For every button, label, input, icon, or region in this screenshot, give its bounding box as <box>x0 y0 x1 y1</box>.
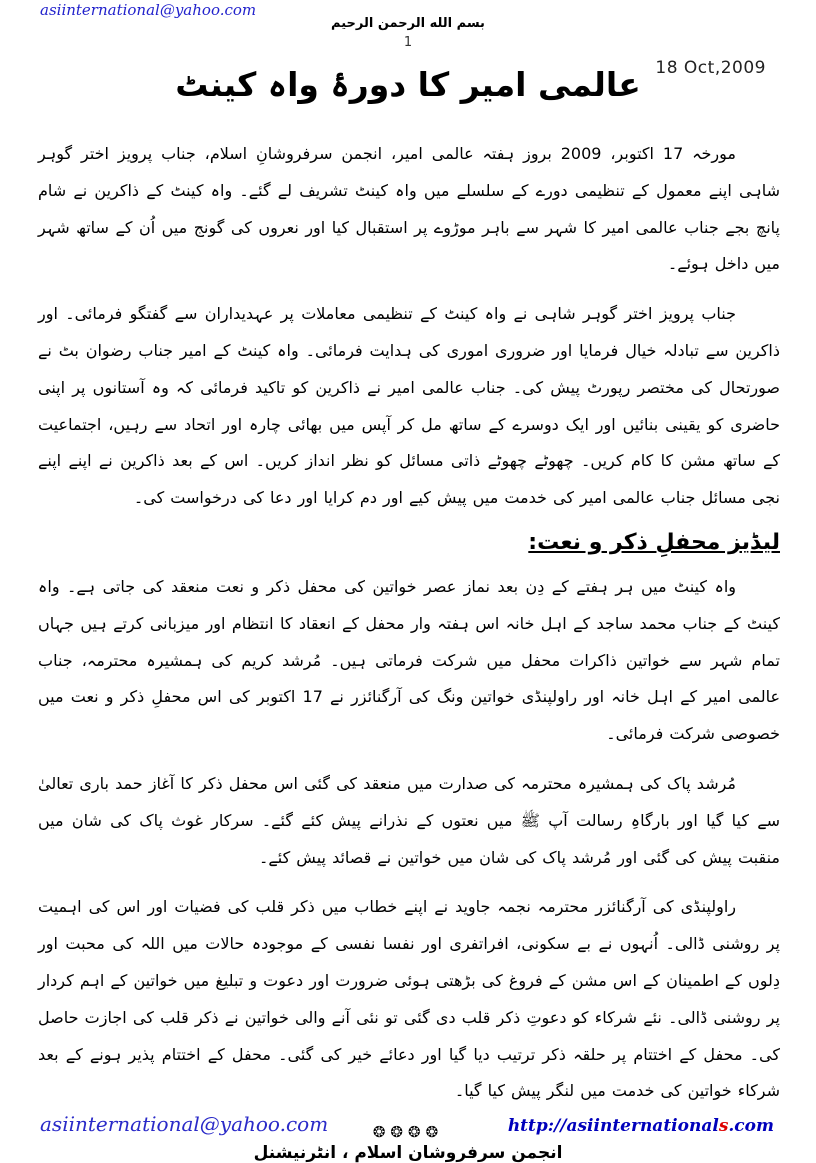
bismillah-text: بسم الله الرحمن الرحيم <box>331 16 485 31</box>
footer-email-link[interactable]: asiinternational@yahoo.com <box>40 1112 329 1136</box>
footer-url-prefix: http://asiinternational <box>507 1116 719 1136</box>
footer-url-suffix: .com <box>728 1116 774 1136</box>
paragraph-meeting-details: جناب پرویز اختر گوہر شاہی نے واہ کینٹ کے تنظیمی معاملات پر عہدیداران سے گفتگو فرمائی۔ اور ذاکرین سے تبادلہ خیال فرمایا اور ضروری اموری کی ہدایت فرمائی۔ واہ کینٹ کے امیر جناب رضوان بٹ نے صورتحال کی مختصر رپورٹ پیش کی۔ جناب عالمی امیر نے ذاکرین کو تاکید فرمائی کہ وہ آستانوں پر اپنی حاضری کو یقینی بنائیں اور ایک دوسرے کے ساتھ مل کر آپس میں بھائی چارہ اور اتحاد سے رہیں، اجتماعیت کے ساتھ مشن کا کام کریں۔ چھوٹے چھوٹے ذاتی مسائل کو نظر انداز کریں۔ اس کے بعد ذاکرین نے اپنے اپنے نجی مسائل جناب عالمی امیر کی خدمت میں پیش کیے اور دم کرایا اور دعا کی درخواست کی۔ <box>38 304 780 508</box>
footer-url-highlight: s <box>718 1116 729 1136</box>
header-email-link[interactable]: asiinternational@yahoo.com <box>40 1 257 19</box>
section-heading-ladies-mehfil: لیڈیز محفلِ ذکر و نعت: <box>528 529 780 555</box>
footer-website-link[interactable] <box>508 1116 774 1136</box>
page-header <box>0 0 816 132</box>
paragraph-mehfil-proceedings: مُرشد پاک کی ہمشیرہ محترمہ کی صدارت میں منعقد کی گئی اس محفل ذکر کا آغاز حمد باری تعالیٰ سے کیا گیا اور بارگاہِ رسالت آپ ﷺ میں نعتوں کے نذرانے پیش کئے گئے۔ سرکار غوث پاک کی شان میں منقبت پیش کی گئی اور مُرشد پاک کی شان میں خواتین نے قصائد پیش کئے۔ <box>38 773 780 867</box>
paragraph-organizer-speech: راولپنڈی کی آرگنائزر محترمہ نجمہ جاوید نے اپنے خطاب میں ذکر قلب کی فضیات اور اس کی اہمیت پر روشنی ڈالی۔ اُنہوں نے بے سکونی، افراتفری اور نفسا نفسی کے موجودہ حالات میں اللہ کی محبت اور دِلوں کے اطمینان کے اس مشن کے فروغ کی بڑھتی ہوئی ضرورت اور دعوت و تبلیغ میں خواتین کے اہم کردار پر روشنی ڈالی۔ نئے شرکاء کو دعوتِ ذکر قلب دی گئی تو نئی آنے والی خواتین نے ذکر قلب کی اجازت حاصل کی۔ محفل کے اختتام پر حلقہ ذکر ترتیب دیا گیا اور دعائے خیر کی گئی۔ محفل کے اختتام پذیر ہونے کے بعد شرکاء خواتین کی خدمت میں لنگر پیش کیا گیا۔ <box>38 897 780 1101</box>
page-footer <box>0 1112 816 1136</box>
document-title: عالمی امیر کا دورۂ واہ کینٹ <box>175 65 641 104</box>
organization-name: انجمن سرفروشان اسلام ، انٹرنیشنل <box>253 1143 563 1163</box>
article-body <box>0 132 816 1110</box>
page-number: 1 <box>403 35 413 50</box>
document-date: 18 Oct,2009 <box>655 58 766 78</box>
ornament-rosettes-icon: ❂❂❂❂ <box>372 1123 444 1142</box>
paragraph-visit-intro: مورخہ 17 اکتوبر، 2009 بروز ہفتہ عالمی امیر، انجمن سرفروشانِ اسلام، جناب پرویز اختر گوہر شاہی اپنے معمول کے تنظیمی دورے کے سلسلے میں واہ کینٹ تشریف لے گئے۔ واہ کینٹ کے ذاکرین نے شام پانچ بجے جناب عالمی امیر کا شہر سے باہر موڑوے پر استقبال کیا اور نعروں کی گونج میں اُن کے ساتھ شہر میں داخل ہوئے۔ <box>38 144 780 274</box>
paragraph-mehfil-intro: واہ کینٹ میں ہر ہفتے کے دِن بعد نماز عصر خواتین کی محفل ذکر و نعت منعقد کی جاتی ہے۔ واہ کینٹ کے جناب محمد ساجد کے اہل خانہ اس ہفتہ وار محفل کے انعقاد کا انتظام اور میزبانی کرتے ہیں جہاں تمام شہر سے خواتین ذاکرات محفل میں شرکت فرماتی ہیں۔ مُرشد کریم کی ہمشیرہ محترمہ، جناب عالمی امیر کے اہل خانہ اور راولپنڈی خواتین ونگ کی آرگنائزر نے 17 اکتوبر کی اس محفلِ ذکر و نعت میں خصوصی شرکت فرمائی۔ <box>38 576 781 744</box>
